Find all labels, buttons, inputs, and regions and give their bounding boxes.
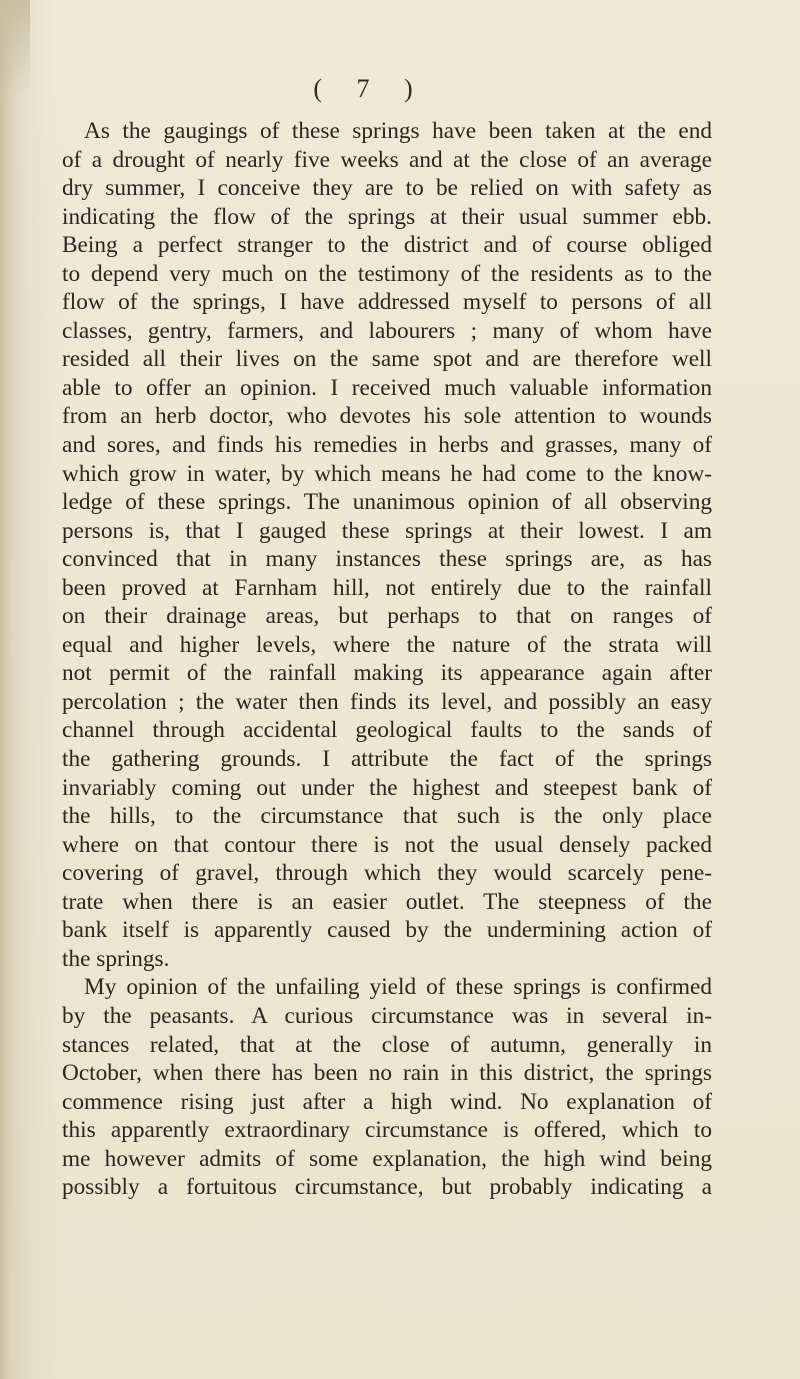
text-line: been proved at Farnham hill, not entirely due to the rainfall [62, 574, 712, 601]
text-line: equal and higher levels, where the nature of the strata will [62, 631, 712, 658]
text-line: possibly a fortuitous circumstance, but probably indicating a [62, 1174, 712, 1201]
body-text [62, 117, 712, 1202]
text-line: commence rising just after a high wind. No explanation of [62, 1088, 712, 1115]
text-line: not permit of the rainfall making its appearance again after [62, 660, 712, 687]
text-line: the springs. [62, 945, 170, 972]
text-line: stances related, that at the close of autumn, generally in [62, 1031, 712, 1058]
text-line: flow of the springs, I have addressed myself to persons of all [62, 289, 712, 316]
text-line: invariably coming out under the highest and steepest bank of [62, 774, 712, 801]
text-line: As the gaugings of these springs have been taken at the end [84, 118, 712, 144]
text-line: covering of gravel, through which they would scarcely pene- [62, 860, 712, 887]
text-line: dry summer, I conceive they are to be relied on with safety as [62, 175, 712, 202]
text-line: and sores, and finds his remedies in herbs and grasses, many of [62, 432, 712, 459]
text-line: the gathering grounds. I attribute the fact of the springs [62, 746, 712, 773]
text-line: this apparently extraordinary circumstance is offered, which to [62, 1117, 712, 1144]
text-line: able to offer an opinion. I received much valuable information [62, 374, 712, 401]
paragraph-1 [62, 117, 712, 973]
text-line: percolation ; the water then finds its level, and possibly an easy [62, 688, 712, 715]
text-line: by the peasants. A curious circumstance was in several in- [62, 1002, 712, 1029]
text-line: persons is, that I gauged these springs at their lowest. I am [62, 517, 712, 544]
page-number: ( 7 ) [313, 74, 427, 103]
text-line: me however admits of some explanation, the high wind being [62, 1145, 712, 1172]
text-line: from an herb doctor, who devotes his sole attention to wounds [62, 403, 712, 430]
text-line: October, when there has been no rain in this district, the springs [62, 1060, 712, 1087]
text-line: Being a perfect stranger to the district and of course obliged [62, 232, 712, 259]
text-line: ledge of these springs. The unanimous opinion of all observing [62, 489, 712, 516]
text-line: the hills, to the circumstance that such is the only place [62, 803, 712, 830]
text-line: channel through accidental geological faults to the sands of [62, 717, 712, 744]
text-line: convinced that in many instances these springs are, as has [62, 546, 712, 573]
text-line: of a drought of nearly five weeks and at the close of an average [62, 146, 712, 173]
text-line: resided all their lives on the same spot and are therefore well [62, 346, 712, 373]
text-line: trate when there is an easier outlet. The steepness of the [62, 888, 712, 915]
text-line: bank itself is apparently caused by the undermining action of [62, 917, 712, 944]
text-line: My opinion of the unfailing yield of these springs is confirmed [84, 974, 712, 1001]
paragraph-2 [62, 973, 712, 1201]
page-binding-edge [0, 0, 18, 1379]
text-line: which grow in water, by which means he had come to the know- [62, 460, 712, 487]
text-line: to depend very much on the testimony of the residents as to the [62, 260, 712, 287]
text-line: on their drainage areas, but perhaps to that on ranges of [62, 603, 712, 630]
text-line: indicating the flow of the springs at their usual summer ebb. [62, 203, 712, 230]
text-line: where on that contour there is not the usual densely packed [62, 831, 712, 858]
text-line: classes, gentry, farmers, and labourers ; many of whom have [62, 317, 712, 344]
